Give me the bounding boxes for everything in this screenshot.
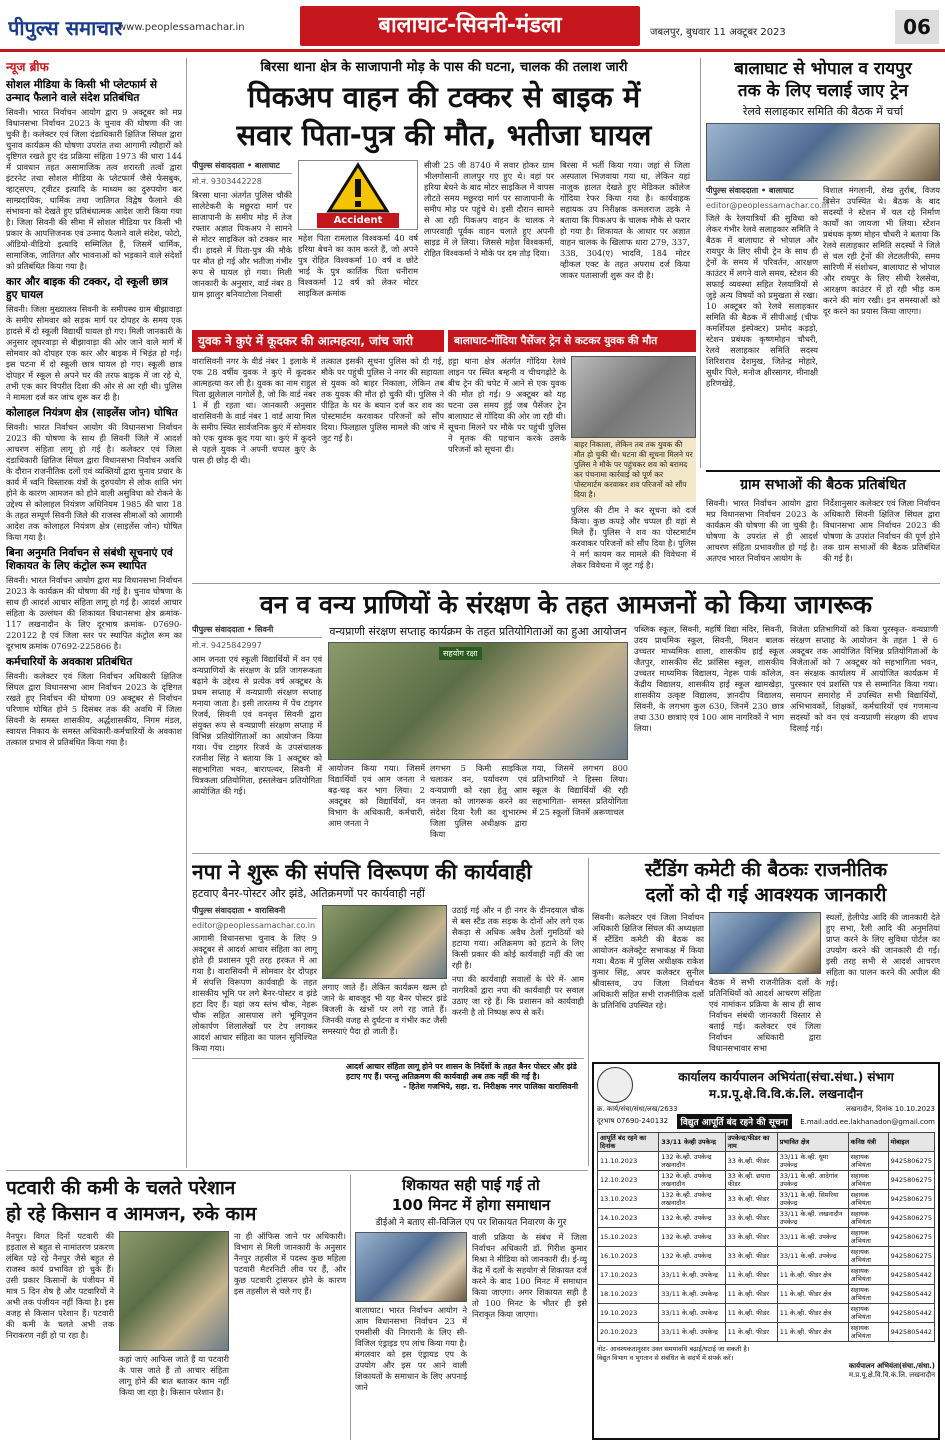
story-text: लगाए जाते हैं। लेकिन कार्यक्रम खत्म हो जाने के बावजूद भी यह बैनर पोस्टर झंडे बिजली के खंभों पर लगे रह जाते हैं। जिनकी वजह से दुर्घटना व गंभीर कट जैसी समस्याएं पैदा हो जाती हैं। <box>322 982 447 1036</box>
brief-text: सिवनी। भारत निर्वाचन आयोग द्वारा मप्र विधानसभा निर्वाचन 2023 के कार्यक्रम की घोषणा की गई है। चुनाव घोषणा के साथ ही आदर्श आचार संहिता लागू हो गई है। आदर्श आचार संहिता के उल्लंघन की शिकायत विधानसभा क्षेत्र क्रमांक- 117 लखनादौन के लिए दूरभाष क्रमांक- 07690-220122 है एवं जिला स्तर पर स्थापित कंट्रोल रूम का दूरभाष क्रमांक 07692-225866 है। <box>6 575 182 651</box>
table-cell: सहायक अभियंता <box>848 1152 888 1171</box>
news-brief-label: न्यूज ब्रीफ <box>6 60 49 74</box>
story-subhead: रेलवे सलाहकार समिति की बैठक में चर्चा <box>742 105 904 118</box>
table-cell: 11 के.व्ही. फीडर <box>725 1323 777 1342</box>
reporter-email[interactable]: editor@peoplessamachar.co.in <box>192 921 316 930</box>
committee-photo <box>709 912 821 974</box>
table-cell: 132 के.व्ही. उपकेन्द्र लखनादौन <box>659 1152 725 1171</box>
table-cell: 18.10.2023 <box>598 1285 659 1304</box>
tender-signature-org: म.प्र.पू.क्षे.वि.वि.कं.लि. लखनादौन <box>848 1371 935 1379</box>
quote-attribution: - हितेश गजभिये, सहा. रा. निरीक्षक नगर पालिका वारासिवनी <box>403 1082 578 1091</box>
brief-text: सिवनी। भारत निर्वाचन आयोग द्वारा 9 अक्टूबर को मप्र विधानसभा निर्वाचन 2023 के चुनाव की घोषणा की जा चुकी है। कलेक्टर एवं जिला दंडाधिकारी क्षितिज सिंघल द्वारा चुनाव कार्यक्रम की घोषणा उपरांत तथा आगामी त्यौहारों को दृष्टिगत रखते हुए दंड प्रक्रिया संहिता 1973 की धारा 144 में प्रावधान तहत असामाजिक तत्व शरारती तत्वों द्वारा इंटरनेट तथा सोशल मीडिया के प्लेटफार्म जैसे फेसबुक, व्हाट्सएप, ट्वीटर इत्यादि के माध्यम का दुरुपयोग कर साम्प्रदायिक, धार्मिक तथा जातिगत विद्वेष फैलाने की संभावना को देखते हुए प्रतिबंधात्मक आदेश जारी किया गया है। जिला सिवनी की सीमा में सोशल मीडिया पर किसी भी प्रकार के आपत्तिजनक एवं उन्माद फैलाने वाले संदेश, फोटो, ऑडियो-वीडियो इत्यादि सम्मिलित हैं, जिसमें धार्मिक, सामाजिक, जातिगत और भावनाओं को भड़काने वाले संदेशों को प्रतिबंधित किया गया है। <box>6 107 182 271</box>
table-header: 33/11 केव्ही उपकेन्द्र <box>659 1133 725 1152</box>
table-cell: 11 के.व्ही. फीडर <box>725 1285 777 1304</box>
table-header: प्रभावित क्षेत्र <box>777 1133 848 1152</box>
story-headline: बालाघाट से भोपाल व रायपुर <box>734 59 912 79</box>
table-cell: 11 के.व्ही. फीडर क्षेत्र <box>777 1323 848 1342</box>
table-cell: 132 के.व्ही. उपकेन्द्र लखनादौन <box>659 1190 725 1209</box>
column-divider <box>700 58 701 468</box>
table-cell: 9425806275 <box>888 1228 934 1247</box>
table-cell: 33/11 के.व्ही. उपकेन्द्र <box>659 1266 725 1285</box>
story-text: निर्देशानुसार कलेक्टर एवं जिला निर्वाचन अधिकारी सिवनी क्षितिज सिंघल द्वारा विधानसभा आम निर्वाचन 2023 की घोषणा के उपरांत निर्वाचन की पूर्ण होने तक ग्राम सभाओं की बैठक प्रतिबंधित की गई है। <box>823 498 940 563</box>
table-cell: 132 के.व्ही. उपकेन्द्र <box>659 1228 725 1247</box>
standing-committee-story <box>592 858 940 1058</box>
table-row <box>598 1152 935 1171</box>
press-meet-photo <box>355 1232 467 1302</box>
story-headline: नपा ने शुरू की संपत्ति विरूपण की कार्यवाही <box>192 860 532 884</box>
reporter-phone: मो.नं. 9425842997 <box>192 641 262 650</box>
tender-title: कार्यालय कार्यपालन अभियंता(संचा.संधा.) संभाग <box>678 1070 894 1084</box>
masthead <box>0 0 945 52</box>
table-cell: 16.10.2023 <box>598 1247 659 1266</box>
railway-track-photo <box>571 356 696 438</box>
train-demand-story <box>706 58 940 468</box>
table-cell: 17.10.2023 <box>598 1266 659 1285</box>
story-text: आगामी विधानसभा चुनाव के लिए 9 अक्टूबर से आदर्श आचार संहिता का लागू होते ही प्रशासन पूरी तरह हरकत में आ गया है। वारासिवनी में सोमवार देर दोपहर में संपत्ति विरूपण कार्यवाही के तहत शासकीय भूमि पर लगे बैनर-पोस्टर व झंडे हटा दिए हैं। यहां जय स्तंभ चौक, नेहरू चौक सहित आसपास लगे भूमिपूजन लोकार्पण शिलालेखों पर टेप लगाकर आदर्श आचार संहिता का पालन सुनिश्चित किया गया। <box>192 933 317 1053</box>
story-headline: स्टैंडिंग कमेटी की बैठकः राजनीतिक <box>644 859 888 881</box>
newspaper-logo: पीपुल्स समाचार <box>8 16 123 40</box>
table-cell: 33/11 के.व्ही. आदेगांव उपकेन्द्र <box>777 1171 848 1190</box>
table-row <box>598 1323 935 1342</box>
reporter-phone: मो.नं. 9303442228 <box>192 177 262 186</box>
table-row <box>598 1247 935 1266</box>
tender-date: लखनादौन, दिनांक 10.10.2023 <box>846 1105 935 1113</box>
edition-title: बालाघाट-सिवनी-मंडला <box>300 6 640 46</box>
byline: पीपुल्स संवाददाता • वारासिवनी <box>192 905 317 919</box>
table-cell: 19.10.2023 <box>598 1304 659 1323</box>
table-cell: 33 के.व्ही. फीडर <box>725 1247 777 1266</box>
table-cell: 14.10.2023 <box>598 1209 659 1228</box>
story-headline: तक के लिए चलाई जाए ट्रेन <box>737 81 909 101</box>
story-text: सीजी 25 जी 8740 में सवार होकर ग्राम भीलगोसानी लालपुर गए हुए थे। वहां पर हरिया बेचने के बाद मोटर साइकिल में वापस लौटते समय मछुरदा मार्ग पर साजापानी के समीप मोड़ पर पहुंचे थे। इसी दौरान सामने से आ रही पिकअप वाहन के चालक ने लापरवाही पूर्वक वाहन चलाते हुए अपनी साइड में ले लिया। जिससे महेश विश्वकर्मा, रोहित विश्वकर्मा ने मौके पर दम तोड़ दिया। <box>424 160 554 258</box>
story-text: कहां जाएं आफिस जाते हैं या पटवारी के पास जाते हैं तो आचार संहिता लागू होने की बात बताकर काम नहीं किया जा रहा है। किसान परेशान हैं। <box>119 1354 229 1397</box>
website-url[interactable]: www.peoplessamachar.in <box>118 22 245 33</box>
table-cell: 9425806275 <box>888 1190 934 1209</box>
section-divider <box>192 853 940 854</box>
story-headline: 100 मिनट में होगा समाधान <box>391 1196 551 1214</box>
story-text: नपा की कार्यवाही सवालों के घेरे में- आम नागरिकों द्वारा नपा की कार्यवाही पर सवाल उठाए जा रहे हैं। कि प्रशासन को कार्यवाही करनी है तो निष्पक्ष रूप से करें। <box>452 974 584 1017</box>
story-text: महेश पिता रामलाल विश्वकर्मा 40 वर्ष हरिया बेचने का काम करते हैं, जो अपने पुत्र रोहित विश्वकर्मा 10 वर्ष व छोटे भाई के पुत्र कार्तिक पिता धनीराम विश्वकर्मा 12 वर्ष को लेकर मोटर साइकिल क्रमांक <box>298 233 418 298</box>
tender-email[interactable]: E.mail:add.ee.lakhanadon@gmail.com <box>800 1117 935 1126</box>
table-header: उपकेन्द्र/फीडर का नाम <box>725 1133 777 1152</box>
dateline: जबलपुर, बुधवार 11 अक्टूबर 2023 <box>650 27 786 38</box>
official-quote: आदर्श आचार संहिता लागू होने पर शासन के निर्देशों के तहत बैनर पोस्टर और झंडे हटाए गए हैं। परन्तु अतिक्रमण की कार्यवाही अब तक नहीं की गई है। <box>346 1062 577 1081</box>
story-text: नैनपुर। विगत दिनों पटवारी की हड़ताल से बहुत से नामांतरण प्रकरण लंबित पड़े रहे नैनपुर जैसे बहुत से राजस्व कार्य प्रभावित हो चुके हैं। उसी प्रकार किसानों के पंजीयन में मात्र 5 दिन शेष है और पटवारियों ने अभी तक पंजीयन नहीं किया है। इस वजह से किसान परेशान हैं। पटवारी की कमी के चलते अभी तक निराकरण नहीं हो पा रहा है। <box>6 1231 114 1340</box>
accident-illustration <box>298 160 418 230</box>
story-text: विजेता प्रतिभागियों को किया पुरस्कृत- वन्यप्राणी संरक्षण सप्ताह के आयोजन के तहत 1 से 6 अक्टूबर तक आयोजित विभिन्न प्रतियोगिताओं के विजेताओं को 7 अक्टूबर को सहभागिता भवन, वन संरक्षक कार्यालय में आयोजित कार्यक्रम में पुरस्कार एवं प्रशस्ति पत्र से सम्मानित किया गया। समापन समारोह में उपस्थित सभी विद्यार्थियों, अभिभावकों, शिक्षकों, कर्मचारियों एवं गणमान्य सदस्यों को वन एवं वन्यप्राणी संरक्षण की शपथ दिलाई गई। <box>790 624 938 733</box>
table-cell: 33/11 के.व्ही. उपकेन्द्र <box>659 1304 725 1323</box>
column-divider <box>186 58 187 1168</box>
patwari-story <box>6 1175 346 1440</box>
story-headline: दलों को दी गई आवश्यक जानकारी <box>645 884 887 906</box>
table-cell: 33/11 के.व्ही. लखनादौन उपकेन्द्र <box>777 1209 848 1228</box>
warning-triangle-icon <box>299 161 417 213</box>
photo-banner-text: सहयोग रक्षा <box>439 647 482 660</box>
story-text: स्थलों, हेलीपेड आदि की जानकारी देते हुए सभा, रैली आदि की अनुमतियां प्राप्त करने के लिए सुविधा पोर्टल का उपयोग करने की जानकारी दी गई। इसी तरह सभी से आदर्श आचरण संहिता का पालन करने की अपील की गई। <box>826 912 940 988</box>
accident-story <box>192 58 696 326</box>
story-subhead: डीईओ ने बताए सी-विजिल एप पर शिकायत निवारण के गुर <box>375 1218 567 1228</box>
table-cell: 9425805442 <box>888 1266 934 1285</box>
story-text: उठाई गई और न ही नगर के दीनदयाल चौक से बस स्टैंड तक सड़क के दोनों ओर लगे एक सैकड़ा से अधिक अवैध ठेलों गुमठियों को हटाया गया। अतिक्रमण को हटाने के लिए किसी प्रकार की कोई कार्यवाही नहीं की जा रही है। <box>452 905 584 970</box>
tender-phone: दूरभाष 07690-240132 <box>597 1117 669 1125</box>
encroachment-story <box>192 858 584 1166</box>
accident-label: Accident <box>317 213 399 228</box>
byline: पीपुल्स संवाददाता • सिवनी <box>192 624 322 638</box>
meeting-photo <box>706 123 940 181</box>
table-cell: सहायक अभियंता <box>848 1228 888 1247</box>
brief-text: सिवनी। जिला मुख्यालय सिवनी के समीपस्थ ग्राम बीझावाड़ा के समीप सोमवार को सड़क मार्ग पर दोपहर के समय एक हादसे में दो स्कूली विद्यार्थी घायल हो गए। मिली जानकारी के अनुसार लूघरवाड़ा से बीझावाड़ा की ओर जाने वाले मार्ग में सोमवार को दोपहर एक कार और बाइक में भिड़ंत हो गई। इस घटना में दो स्कूली छात्र घायल हो गए। स्कूली छात्र दोपहर में स्कूल से अपने घर की तरफ बाइक में जा रहे थे, तभी एक कार विपरीत दिशा की ओर से आ रही थी। पुलिस ने मामला दर्ज कर जांच शुरू कर दी है। <box>6 304 182 402</box>
table-cell: 11.10.2023 <box>598 1152 659 1171</box>
table-cell: 132 के.व्ही. उपकेन्द्र <box>659 1209 725 1228</box>
story-text: बिरसा में भर्ती किया गया। जहां से जिला अस्पताल भिजवाया गया था, लेकिन यहां नाजुक हालत देखते हुए मेडिकल कॉलेज गोंदिया रेफर किया गया है। कार्यवाहक सहायक उप निरीक्षक कमलराज उइके ने बताया कि पिकअप के चालक मौके से फरार हो गया है। शिकायत के आधार पर अज्ञात वाहन चालक के खिलाफ धारा 279, 337, 338, 304(ए) भादवि, 184 मोटर व्हीकल एक्ट के तहत अपराध दर्ज किया जाकर पतासाजी शुरू कर दी है। <box>560 160 690 280</box>
table-header: कनिष्ठ यंत्री <box>848 1133 888 1152</box>
story-headline: पटवारी की कमी के चलते परेशान <box>6 1177 236 1199</box>
reporter-email[interactable]: editor@peoplessamachar.co.in <box>706 201 830 210</box>
table-cell: 33 के.व्ही. फीडर <box>725 1228 777 1247</box>
table-cell: 11 के.व्ही. फीडर क्षेत्र <box>777 1304 848 1323</box>
section-divider <box>192 583 940 584</box>
farmer-photo <box>119 1231 229 1351</box>
story-text: गया, जिसमें लगभग 800 प्रतिभागियों ने हिस्सा लिया। स्कूल के विद्यार्थियों की रही सहभागिता- समस्त प्रतियोगिता में 25 स्कूलों जिनमें अरूणाचल <box>532 763 628 817</box>
story-text: आम जनता एवं स्कूली विद्यार्थियों में वन एवं वन्यप्राणियों के संरक्षण के प्रति जागरूकता बढ़ाने के उद्देश्य से प्रत्येक वर्ष अक्टूबर के प्रथम सप्ताह में वन्यप्राणी संरक्षण सप्ताह मनाया जाता है। इसी तारतम्य में पेंच टाइगर रिजर्व, सिवनी एवं वनवृत्त सिवनी द्वारा संयुक्त रूप से वन्यप्राणी संरक्षण सप्ताह में विभिन्न प्रतियोगिताओं का आयोजन किया गया। पेंच टाइगर रिजर्व के उपसंचालक रजनीश सिंह ने बताया कि 1 अक्टूबर को सहभागिता भवन, बारापत्थर, सिवनी में चित्रकला प्रतियोगिता, हस्तलेखन प्रतियोगिता आयोजित की गई। <box>192 654 322 796</box>
story-headline: ग्राम सभाओं की बैठक प्रतिबंधित <box>706 470 940 494</box>
table-cell: 9425806275 <box>888 1171 934 1190</box>
story-text: विशाल मंगलानी, शेख तुर्राब, विजय बिसेन उपस्थित थे। बैठक के बाद सदस्यों ने स्टेशन में चल रहे निर्माण कार्यों का जायजा भी लिया। स्टेशन प्रबंधक कृष्ण मोहन चौधरी ने बताया कि रेलवे सलाहकार समिति सदस्यों ने जिले से चल रही ट्रेनों की लेटलतीफी, समय सारिणी में संशोधन, बालाघाट से भोपाल और रायपुर के लिए सीधी रेलसेवा, आरक्षण काउंटर में हो रही भीड़ कम करने की मांग रखी। इन समस्याओं को दूर करने का प्रयास किया जाएगा। <box>823 185 940 316</box>
column-divider <box>588 858 589 1166</box>
gram-sabha-story <box>706 470 940 580</box>
table-row <box>598 1190 935 1209</box>
table-cell: 33/11 के.व्ही. उपकेन्द्र <box>659 1285 725 1304</box>
story-headline: हो रहे किसान व आमजन, रुके काम <box>6 1203 257 1225</box>
event-photo <box>328 642 628 760</box>
table-cell: 33/11 के.व्ही. उपकेन्द्र <box>777 1247 848 1266</box>
table-cell: सहायक अभियंता <box>848 1304 888 1323</box>
table-row <box>598 1209 935 1228</box>
table-cell: 15.10.2023 <box>598 1228 659 1247</box>
story-text: वाली प्रक्रिया के संबंध में जिला निर्वाचन अधिकारी डॉ. गिरीश कुमार मिश्रा ने मीडिया को जानकारी दी। ई-व्यू केंद्र में दलों के सहयोग से शिकायत दर्ज करने के बाद 100 मिनट में समाधान किया जाएगा। अगर शिकायत सही है तो 100 मिनट के भीतर ही इसे निराकृत किया जाएगा। <box>472 1232 587 1319</box>
table-cell: 33/11 के.व्ही. धूमा उपकेन्द्र <box>777 1152 848 1171</box>
story-headline: शिकायत सही पाई गई तो <box>402 1176 540 1194</box>
page-number: 06 <box>895 10 939 44</box>
table-cell: 33 के.व्ही. फीडर <box>725 1152 777 1171</box>
table-cell: सहायक अभियंता <box>848 1190 888 1209</box>
table-cell: 33/11 के.व्ही. उपकेन्द्र <box>659 1323 725 1342</box>
story-text: लगभग 5 किमी साइकिल चलाकर वन, पर्यावरण एवं वन्यप्राणी को रक्षा हेतु आम जनता को जागरूक करने का संदेश दिया रैली का शुभारम्भ जिला पुलिस अधीक्षक द्वारा किया <box>430 763 527 839</box>
tender-ref: क्र. कार्य/संचा/संधा/लख/2633 <box>597 1105 678 1113</box>
brief-headline: कार और बाइक की टक्कर, दो स्कूली छात्र हुए घायल <box>6 276 168 301</box>
table-cell: 33/11 के.व्ही. सिमरिया उपकेन्द्र <box>777 1190 848 1209</box>
tender-notice <box>592 1062 940 1440</box>
brief-headline: कर्मचारियों के अवकाश प्रतिबंधित <box>6 656 133 668</box>
news-brief-column <box>6 58 182 1168</box>
story-text: वारासिवनी नगर के वीर्ड नंबर 1 इलाके में एक 28 वर्षीय युवक ने कुएं में कूदकर आत्महत्या कर ली है। युवक का नाम राहुल पिता झुलेलाल नागोर्ले है, जो कि वार्ड नंबर 1 में ही रहता था। जानकारी अनुसार वारासिवनी के वार्ड नंबर 1 वार्ड आया मिल के समीप स्थित सार्वजनिक कुएं में सोमवार को एक युवक कूद गया था। कुएं में कूदने से पहले युवक ने अपनी चप्पल कुएं के पास ही छोड़ दी थी। <box>192 356 316 465</box>
story-text: आयोजन किया गया। जिसमें विद्यार्थियों एवं आम जनता ने बढ़-चढ़ कर भाग लिया। 2 अक्टूबर को विद्यार्थियों, वन विभाग के अधिकारी, कर्मचारी, आम जनता ने <box>328 763 425 828</box>
table-row <box>598 1266 935 1285</box>
photo-caption: बाहर निकाला, लेकिन तब तक युवक की मौत हो चुकी थी। घटना की सूचना मिलने पर पुलिस ने मौके पर पहुंचकर शव को बरामद कर पंचनामा कार्रवाई को पूर्ण कर पोस्टमार्टम करवाकर शव परिजनों को सौंप दिया है। <box>571 438 696 502</box>
table-header: आपूर्ति बंद रहने का दिनांक <box>598 1133 659 1152</box>
table-cell: 9425805442 <box>888 1323 934 1342</box>
table-cell: सहायक अभियंता <box>848 1266 888 1285</box>
tender-footer-note: विद्युत विभाग व भुगतान से संबंधित के संदर्भ में संपर्क करें। <box>597 1354 734 1362</box>
table-cell: 33 के.व्ही. फीडर <box>725 1190 777 1209</box>
story-text: बैठक में सभी राजनीतिक दलों के प्रतिनिधियों को आदर्श आचरण संहिता एवं नामांकन प्रक्रिया के साथ ही साथ निर्वाचन संबंधी जानकारी विस्तार से बताई गई। कलेक्टर एवं जिला निर्वाचन अधिकारी द्वारा विधानसभावार सभा <box>709 977 821 1053</box>
table-row <box>598 1304 935 1323</box>
story-text: हट्टा थाना क्षेत्र अंतर्गत गोंदिया रेलवे लाइन पर स्थित बम्हनी व चीचगढ़ोटे के बीच ट्रेन की चपेट में आने से एक युवक की मौत हो गई। 9 अक्टूबर को यह घटना उस समय हुई जब पैसेंजर ट्रेन बालाघाट से गोंदिया की ओर जा रही थी। सूचना मिलने पर मौके पर पहुंची पुलिस ने मृतक की पहचान करके उसके परिजनों को सूचना दी। <box>448 356 566 454</box>
story-band-headline: युवक ने कुएं में कूदकर की आत्महत्या, जांच जारी <box>192 330 444 352</box>
table-cell: 33 के.व्ही. फीडर <box>725 1209 777 1228</box>
tender-signature: कार्यपालन अभियंता(संचा./संधा.) <box>848 1362 935 1370</box>
table-cell: 9425805442 <box>888 1304 934 1323</box>
column-divider <box>350 1175 351 1440</box>
table-cell: 12.10.2023 <box>598 1171 659 1190</box>
table-cell: सहायक अभियंता <box>848 1285 888 1304</box>
tender-org: म.प्र.पू.क्षे.वि.वि.कं.लि. लखनादौन <box>709 1087 863 1101</box>
table-cell: सहायक अभियंता <box>848 1323 888 1342</box>
story-text: जिले के रेलयात्रियों की सुविधा को लेकर गंभीर रेलवे सलाहकार समिति ने बैठक में बालाघाट से भोपाल और रायपुर के लिए सीधी ट्रेन के साथ ही ट्रेनों के समय में परिवर्तन, आरक्षण काउंटर में लगने वाले समय, स्टेशन की सफाई व्यवस्था सहित रेलयात्रियों से जुड़े अन्य विषयों को प्रमुखता से रखा। 10 अक्टूबर को रेलवे सलाहकार समिति की बैठक में सीपीआई (चीफ कमर्शियल इंस्पेक्टर) प्रमोद कड़ड़ो, स्टेशन प्रबंधक कृष्णमोहन चौधरी, रेलवे सलाहकार समिति सदस्य शिरिशराव देशमुख, जितेन्द्र मोहारे, सुधीर पिले, मनोज क्षीरसागर, मीनाक्षी हरिणखेड़े, <box>706 213 818 388</box>
story-text: पुलिस की टीम ने कर सूचना को दर्ज किया। कुछ कपड़े और चप्पल ही वहां से मिले हैं। पुलिस ने शव का पोस्टमार्टम करवाकर परिजनों को सौंप दिया है। पुलिस ने मर्ग कायम कर मामले की विवेचना में लेकर विवेचना में जुट गई है। <box>571 505 696 570</box>
story-text: ना ही ऑफिस जाने पर अधिकारी। विभाग से मिली जानकारी के अनुसार नैनपुर तहसील में पदस्थ कुछ महिला पटवारी मैटरनिटी लीव पर हैं, और कुछ पटवारी ट्रांसफर होने के कारण इस तहसील से चले गए हैं। <box>234 1231 346 1296</box>
table-cell: 11 के.व्ही. फीडर <box>725 1266 777 1285</box>
tender-notice-title: विद्युत आपूर्ति बंद रहने की सूचना <box>677 1114 792 1129</box>
brief-headline: बिना अनुमति निर्वाचन से संबंधी सूचनाएं एवं शिकायत के लिए कंट्रोल रूम स्थापित <box>6 547 173 572</box>
brief-text: सिवनी। भारत निर्वाचन आयोग की विधानसभा निर्वाचन 2023 की घोषणा के साथ ही सिवनी जिले में आदर्श आचरण संहिता लागू हो गई है। कलेक्टर एवं जिला दंडाधिकारी क्षितिज सिंघल द्वारा विधानसभा निर्वाचन अवधि के दौरान राजनीतिक दलों एवं व्यक्तियों द्वारा चुनाव प्रचार के कार्य में ध्वनि विस्तारक यंत्रों के दुरुपयोग से लोक शांति भंग होने के कारण आमजन को होने वाली असुविधा को रोकने के उद्देश्य से कोलाहल नियंत्रण अधिनियम 1985 की धारा 18 के तहत सम्पूर्ण सिवनी जिले की राजस्व सीमाओं को आगामी आदेश तक कोलाहल नियंत्रण क्षेत्र (साइलेंस जोन) घोषित किया गया है। <box>6 422 182 542</box>
table-cell: 11 के.व्ही. फीडर क्षेत्र <box>777 1285 848 1304</box>
train-death-story <box>448 330 696 580</box>
table-cell: सहायक अभियंता <box>848 1209 888 1228</box>
table-row <box>598 1171 935 1190</box>
story-subhead: वन्यप्राणी संरक्षण सप्ताह कार्यक्रम के तहत प्रतियोगिताओं का हुआ आयोजन <box>329 625 627 638</box>
story-text: सिवनी। भारत निर्वाचन आयोग द्वारा मप्र विधानसभा निर्वाचन 2023 के कार्यक्रम की घोषणा की जा चुकी है। घोषणा के उपरांत से ही आदर्श आचरण संहिता प्रभावशील हो गई है। अतएव भारत निर्वाचन आयोग के <box>706 498 818 563</box>
table-cell: 132 के.व्ही. उपकेन्द्र <box>659 1247 725 1266</box>
table-cell: सहायक अभियंता <box>848 1171 888 1190</box>
story-text: पब्लिक स्कूल, सिवनी, महर्षि विद्या मंदिर, सिवनी, उदय प्राथमिक स्कूल, सिवनी, मिशन बालक उच्चतर माध्यमिक शाला, शासकीय हाई स्कूल जैतपुर, शासकीय सेंट फ्रांसिस स्कूल, शासकीय उच्चतर माध्यमिक विद्यालय, नेहरू पार्क कॉलेज, केंद्रीय विद्यालय, शासकीय हाई स्कूल खामखेड़ा, शासकीय उत्कृष्ट विद्यालय, ज्ञानदीप विद्यालय, सिवनी, के लगभग कुल 630, जिनमें 230 छात्र तथा 330 छात्राएं एवं 100 आम नागरिकों ने भाग लिया। <box>634 624 784 733</box>
story-headline: पिकअप वाहन की टक्कर से बाइक में <box>247 80 641 114</box>
story-text: बालाघाट। भारत निर्वाचन आयोग ने आम विधानसभा निर्वाचन 23 में एमसीसी की निगरानी के लिए सी-विजिल एंड्राइड एप लांच किया गया है। मंगलवार को इस एंड्रायड एप के उपयोग और इस पर आने वाली शिकायतों के समाधान के लिए अपनाई जाने <box>355 1305 467 1392</box>
brief-text: सिवनी। कलेक्टर एवं जिला निर्वाचन अधिकारी क्षितिज सिंघल द्वारा विधानसभा आम निर्वाचन 2023 के दृष्टिगत रखते हुए निर्वाचन की घोषणा 09 अक्टूबर से निर्वाचन परिणाम घोषित होने 5 दिसंबर तक की अवधि में जिला सिवनी के समस्त शासकीय, अर्द्धशासकीय, निगम मंडल, स्वायत्त निकाय के समस्त अधिकारी-कर्मचारियों के अवकाश तत्काल प्रभाव से प्रतिबंधित किया गया है। <box>6 671 182 747</box>
tender-footer-note: नोट- आवश्यकतानुसार उक्त समयावधि बढ़ाई/घटाई जा सकती है। <box>597 1345 750 1353</box>
table-cell: 11 के.व्ही. फीडर क्षेत्र <box>777 1266 848 1285</box>
byline: पीपुल्स संवाददाता • बालाघाट <box>706 185 818 199</box>
story-kicker: बिरसा थाना क्षेत्र के साजापानी मोड़ के पास की घटना, चालक की तलाश जारी <box>260 60 628 75</box>
table-row <box>598 1228 935 1247</box>
table-row <box>598 1285 935 1304</box>
table-cell: 11 के.व्ही. फीडर <box>725 1304 777 1323</box>
table-cell: 9425805442 <box>888 1285 934 1304</box>
story-headline: सवार पिता-पुत्र की मौत, भतीजा घायल <box>236 118 652 152</box>
table-cell: 132 के.व्ही. उपकेन्द्र लखनादौन <box>659 1171 725 1190</box>
table-cell: 13.10.2023 <box>598 1190 659 1209</box>
table-cell: सहायक अभियंता <box>848 1247 888 1266</box>
story-text: सिवनी। कलेक्टर एवं जिला निर्वाचन अधिकारी क्षितिज सिंघल की अध्यक्षता में स्टैंडिंग कमेटी की बैठक का आयोजन कलेक्ट्रेट सभाकक्ष में किया गया। बैठक में पुलिस अधीक्षक राकेश कुमार सिंह, अपर कलेक्टर सुनील श्रीवास्तव, उप जिला निर्वाचन अधिकारी सहित सभी राजनीतिक दलों के प्रतिनिधि उपस्थित रहे। <box>592 912 704 1010</box>
table-cell: 9425806275 <box>888 1209 934 1228</box>
brief-headline: कोलाहल नियंत्रण क्षेत्र (साइलेंस जोन) घोषित <box>6 407 178 419</box>
table-cell: 33 के.व्ही. छपारा फीडर <box>725 1171 777 1190</box>
story-text: तत्काल इसकी सूचना पुलिस को दी गई, मौके पर पहुंची पुलिस ने नगर की सहायता से युवक को बाहर निकाला, लेकिन तब तक युवक की मौत हो चुकी थी। पुलिस ने पीड़ित के घर के बयान दर्ज कर शव का पोस्टमार्टम करवाकर परिजनों को सौंप दिया। फिलहाल पुलिस मामले की जांच में जुट गई है। <box>321 356 444 443</box>
emblem-icon <box>597 1067 633 1103</box>
well-suicide-story <box>192 330 444 580</box>
story-subhead: हटवाए बैनर-पोस्टर और झंडे, अतिक्रमणों पर कार्यवाही नहीं <box>192 887 425 900</box>
story-text: बिरसा थाना अंतर्गत पुलिस चौकी सालेटेकरी के मछुरदा मार्ग पर साजापानी के समीप मोड़ में तेज रफ्तार अज्ञात पिकअप ने सामने से मोटर साइकिल को टक्कर मार दी। हादसे में पिता-पुत्र की मौके पर मौत हो गई और भतीजा गंभीर रूप से घायल हो गया। मिली जानकारी के अनुसार, वार्ड नंबर 8 ग्राम झालुर बनियाटोला निवासी <box>192 190 292 299</box>
section-divider <box>6 1170 588 1171</box>
cvigil-story <box>355 1175 587 1440</box>
table-header: मोबाइल <box>888 1133 934 1152</box>
table-cell: 33/11 के.व्ही. उपकेन्द्र <box>777 1228 848 1247</box>
table-cell: 20.10.2023 <box>598 1323 659 1342</box>
table-cell: 9425806275 <box>888 1247 934 1266</box>
byline: पीपुल्स संवाददाता • बालाघाट <box>192 160 292 174</box>
street-photo <box>322 905 447 979</box>
story-band-headline: बालाघाट-गोंदिया पैसेंजर ट्रेन से कटकर युवक की मौत <box>448 330 696 352</box>
brief-headline: सोशल मीडिया के किसी भी प्लेटफार्म से उन्माद फैलाने वाले संदेश प्रतिबंधित <box>6 79 157 104</box>
table-cell: 9425806275 <box>888 1152 934 1171</box>
wildlife-story <box>192 588 940 850</box>
tender-table <box>597 1132 935 1342</box>
story-headline: वन व वन्य प्राणियों के संरक्षण के तहत आमजनों को किया जागरूक <box>259 590 873 619</box>
